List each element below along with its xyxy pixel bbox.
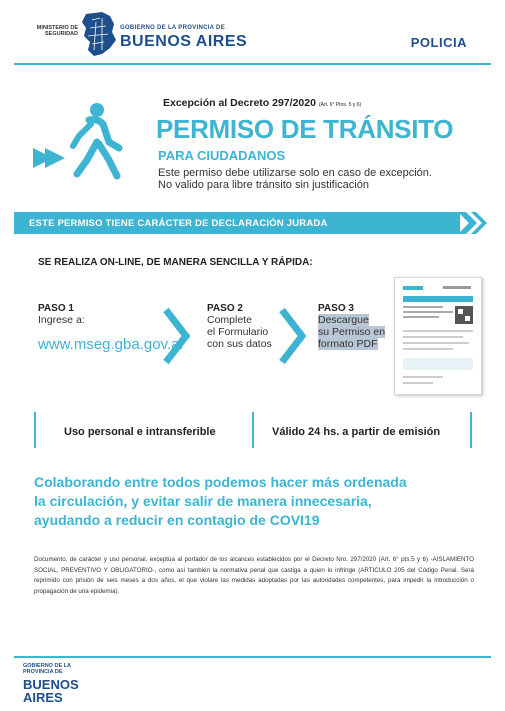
description-line: No valido para libre tránsito sin justificación — [158, 179, 369, 191]
feature-divider — [470, 412, 472, 448]
excepcion-text: Excepción al Decreto 297/2020 — [163, 97, 316, 109]
step-text: el Formulario — [207, 326, 269, 338]
chevron-right-icon — [278, 306, 308, 366]
buenos-aires-logo-text: BUENOS AIRES — [120, 33, 248, 50]
feature-divider — [252, 412, 254, 448]
footer-small-line: GOBIERNO DE LA — [23, 663, 71, 669]
policia-label: POLICIA — [410, 35, 467, 50]
collaboration-line: la circulación, y evitar salir de manera innecesaria, — [34, 493, 372, 509]
feature-divider — [34, 412, 36, 448]
step-text: Descargue — [318, 314, 369, 326]
step-text: Complete — [207, 314, 252, 326]
province-map-icon — [80, 10, 118, 58]
collaboration-message — [34, 473, 474, 530]
walking-person-icon — [33, 102, 143, 180]
page-subtitle: PARA CIUDADANOS — [158, 148, 286, 163]
declaration-band-text: ESTE PERMISO TIENE CARÁCTER DE DECLARACIÓN JURADA — [29, 218, 328, 229]
page-title: PERMISO DE TRÁNSITO — [156, 114, 454, 144]
pdf-document-icon — [394, 277, 482, 395]
step-text: Ingrese a: — [38, 314, 85, 326]
ministry-label: MINISTERIO DE SEGURIDAD — [36, 25, 78, 37]
step-1 — [38, 303, 85, 326]
chevron-right-icon — [162, 306, 192, 366]
permit-description — [158, 167, 478, 191]
collaboration-line: Colaborando entre todos podemos hacer más ordenada — [34, 474, 407, 490]
online-instructions: SE REALIZA ON-LINE, DE MANERA SENCILLA Y RÁPIDA: — [38, 257, 313, 268]
footer-gobierno-label — [23, 663, 71, 675]
step-2 — [207, 303, 272, 350]
footer-small-line: PROVINCIA DE — [23, 669, 63, 675]
header-divider — [14, 63, 491, 65]
validez-text: Válido 24 hs. a partir de emisión — [272, 426, 441, 438]
step-title: PASO 3 — [318, 303, 354, 314]
description-line: Este permiso debe utilizarse solo en caso de excepción. — [158, 167, 432, 179]
uso-personal-text: Uso personal e intransferible — [64, 426, 216, 438]
website-link[interactable]: www.mseg.gba.gov.ar — [38, 336, 185, 353]
legal-disclaimer: Documento, de carácter y uso personal, exceptúa al portador de los alcances establecidos por el Decreto Nro. 297/2020 (Art. 6° pts.5 y 6) -AISLAMIENTO SOCIAL, PREVENTIVO Y OBLIGATORIO-, como así también la normativa penal que castiga a quien lo infringe (ARTICULO 205 del Código Penal. Será reprimido con prisión de seis meses a dos años, el que violare las medidas adoptadas por las autoridades competentes, para impedir la introducción o propagación de una epidemia). — [34, 556, 474, 595]
step-3 — [318, 303, 385, 350]
excepcion-heading — [163, 97, 361, 109]
step-text: con sus datos — [207, 338, 272, 350]
step-text: formato PDF — [318, 338, 378, 350]
step-text: su Permiso en — [318, 326, 386, 338]
collaboration-line: ayudando a reducir en contagio de COVI19 — [34, 512, 320, 528]
footer-big-line: AIRES — [23, 690, 63, 705]
gobierno-label: GOBIERNO DE LA PROVINCIA DE — [120, 25, 225, 31]
excepcion-reference: (Art. 6° Ptos. 5 y 6) — [318, 102, 362, 108]
band-chevrons-icon — [458, 212, 492, 234]
footer-logo-text — [23, 678, 79, 704]
step-title: PASO 1 — [38, 303, 74, 314]
footer-divider — [14, 656, 491, 658]
step-title: PASO 2 — [207, 303, 243, 314]
footer-big-line: BUENOS — [23, 677, 79, 692]
